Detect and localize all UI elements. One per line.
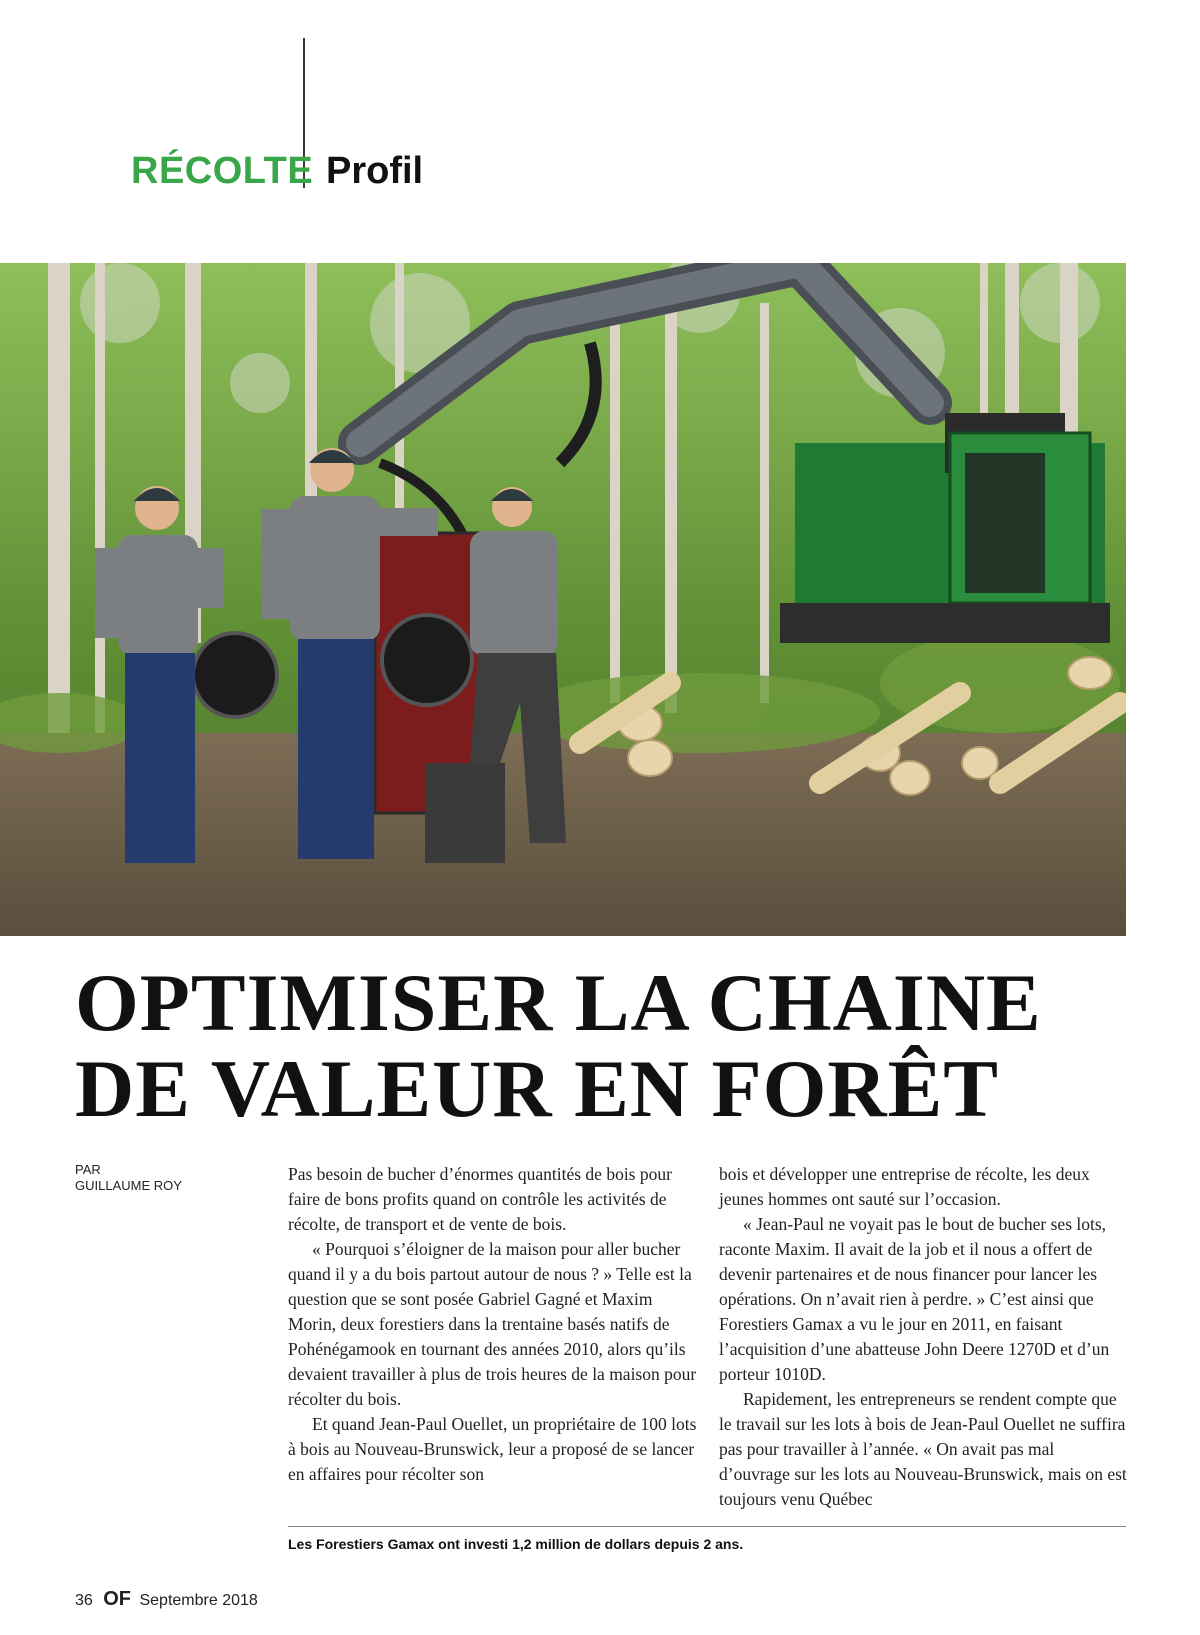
photo-caption: Les Forestiers Gamax ont investi 1,2 million de dollars depuis 2 ans. xyxy=(288,1536,744,1552)
article-title-line-2: DE VALEUR EN FORÊT xyxy=(75,1043,1000,1134)
article-title-line-1: OPTIMISER LA CHAINE xyxy=(75,957,1042,1048)
byline-label: PAR xyxy=(75,1162,101,1177)
paragraph: « Jean-Paul ne voyait pas le bout de bucher ses lots, raconte Maxim. Il avait de la job et il nous a offert de devenir partenaires et de nous financer pour lancer les opérations. On n’avait rien à perdre. » C’est ainsi que Forestiers Gamax a vu le jour en 2011, en faisant l’acquisition d’une abatteuse John Deere 1270D et d’un porteur 1010D. xyxy=(719,1214,1110,1384)
paragraph: Rapidement, les entrepreneurs se rendent compte que le travail sur les lots à bois de Jean-Paul Ouellet ne suffira pas pour travailler à l’année. « On avait pas mal d’ouvrage sur les lots au Nouveau-Brunswick, mais on est toujours venu Québec xyxy=(719,1389,1127,1509)
paragraph: Et quand Jean-Paul Ouellet, un propriétaire de 100 lots à bois au Nouveau-Brunswick, leur a proposé de se lancer en affaires pour récolter son xyxy=(288,1414,697,1484)
article-title xyxy=(75,957,1042,1134)
page-footer xyxy=(75,1588,258,1611)
byline xyxy=(75,1162,182,1194)
issue-date: Septembre 2018 xyxy=(139,1592,258,1609)
magazine-logo: OF xyxy=(103,1588,132,1610)
page-number: 36 xyxy=(75,1592,93,1609)
article-column-1 xyxy=(288,1162,698,1487)
paragraph: « Pourquoi s’éloigner de la maison pour aller bucher quand il y a du bois partout autour de nous ? » Telle est la question que se sont posée Gabriel Gagné et Maxim Morin, deux forestiers dans la trentaine basés natifs de Pohénégamook en tournant des années 2010, alors qu’ils devaient travailler à plus de trois heures de la maison pour récolter du bois. xyxy=(288,1239,697,1409)
paragraph: Pas besoin de bucher d’énormes quantités de bois pour faire de bons profits quand on contrôle les activités de récolte, de transport et de vente de bois. xyxy=(288,1164,672,1234)
byline-author: GUILLAUME ROY xyxy=(75,1178,182,1193)
caption-divider xyxy=(288,1526,1126,1527)
section-label: RÉCOLTE xyxy=(131,150,314,192)
feature-photo xyxy=(0,263,1126,936)
article-column-2 xyxy=(719,1162,1129,1512)
paragraph: bois et développer une entreprise de récolte, les deux jeunes hommes ont sauté sur l’occasion. xyxy=(719,1164,1090,1209)
subsection-label: Profil xyxy=(326,150,424,192)
